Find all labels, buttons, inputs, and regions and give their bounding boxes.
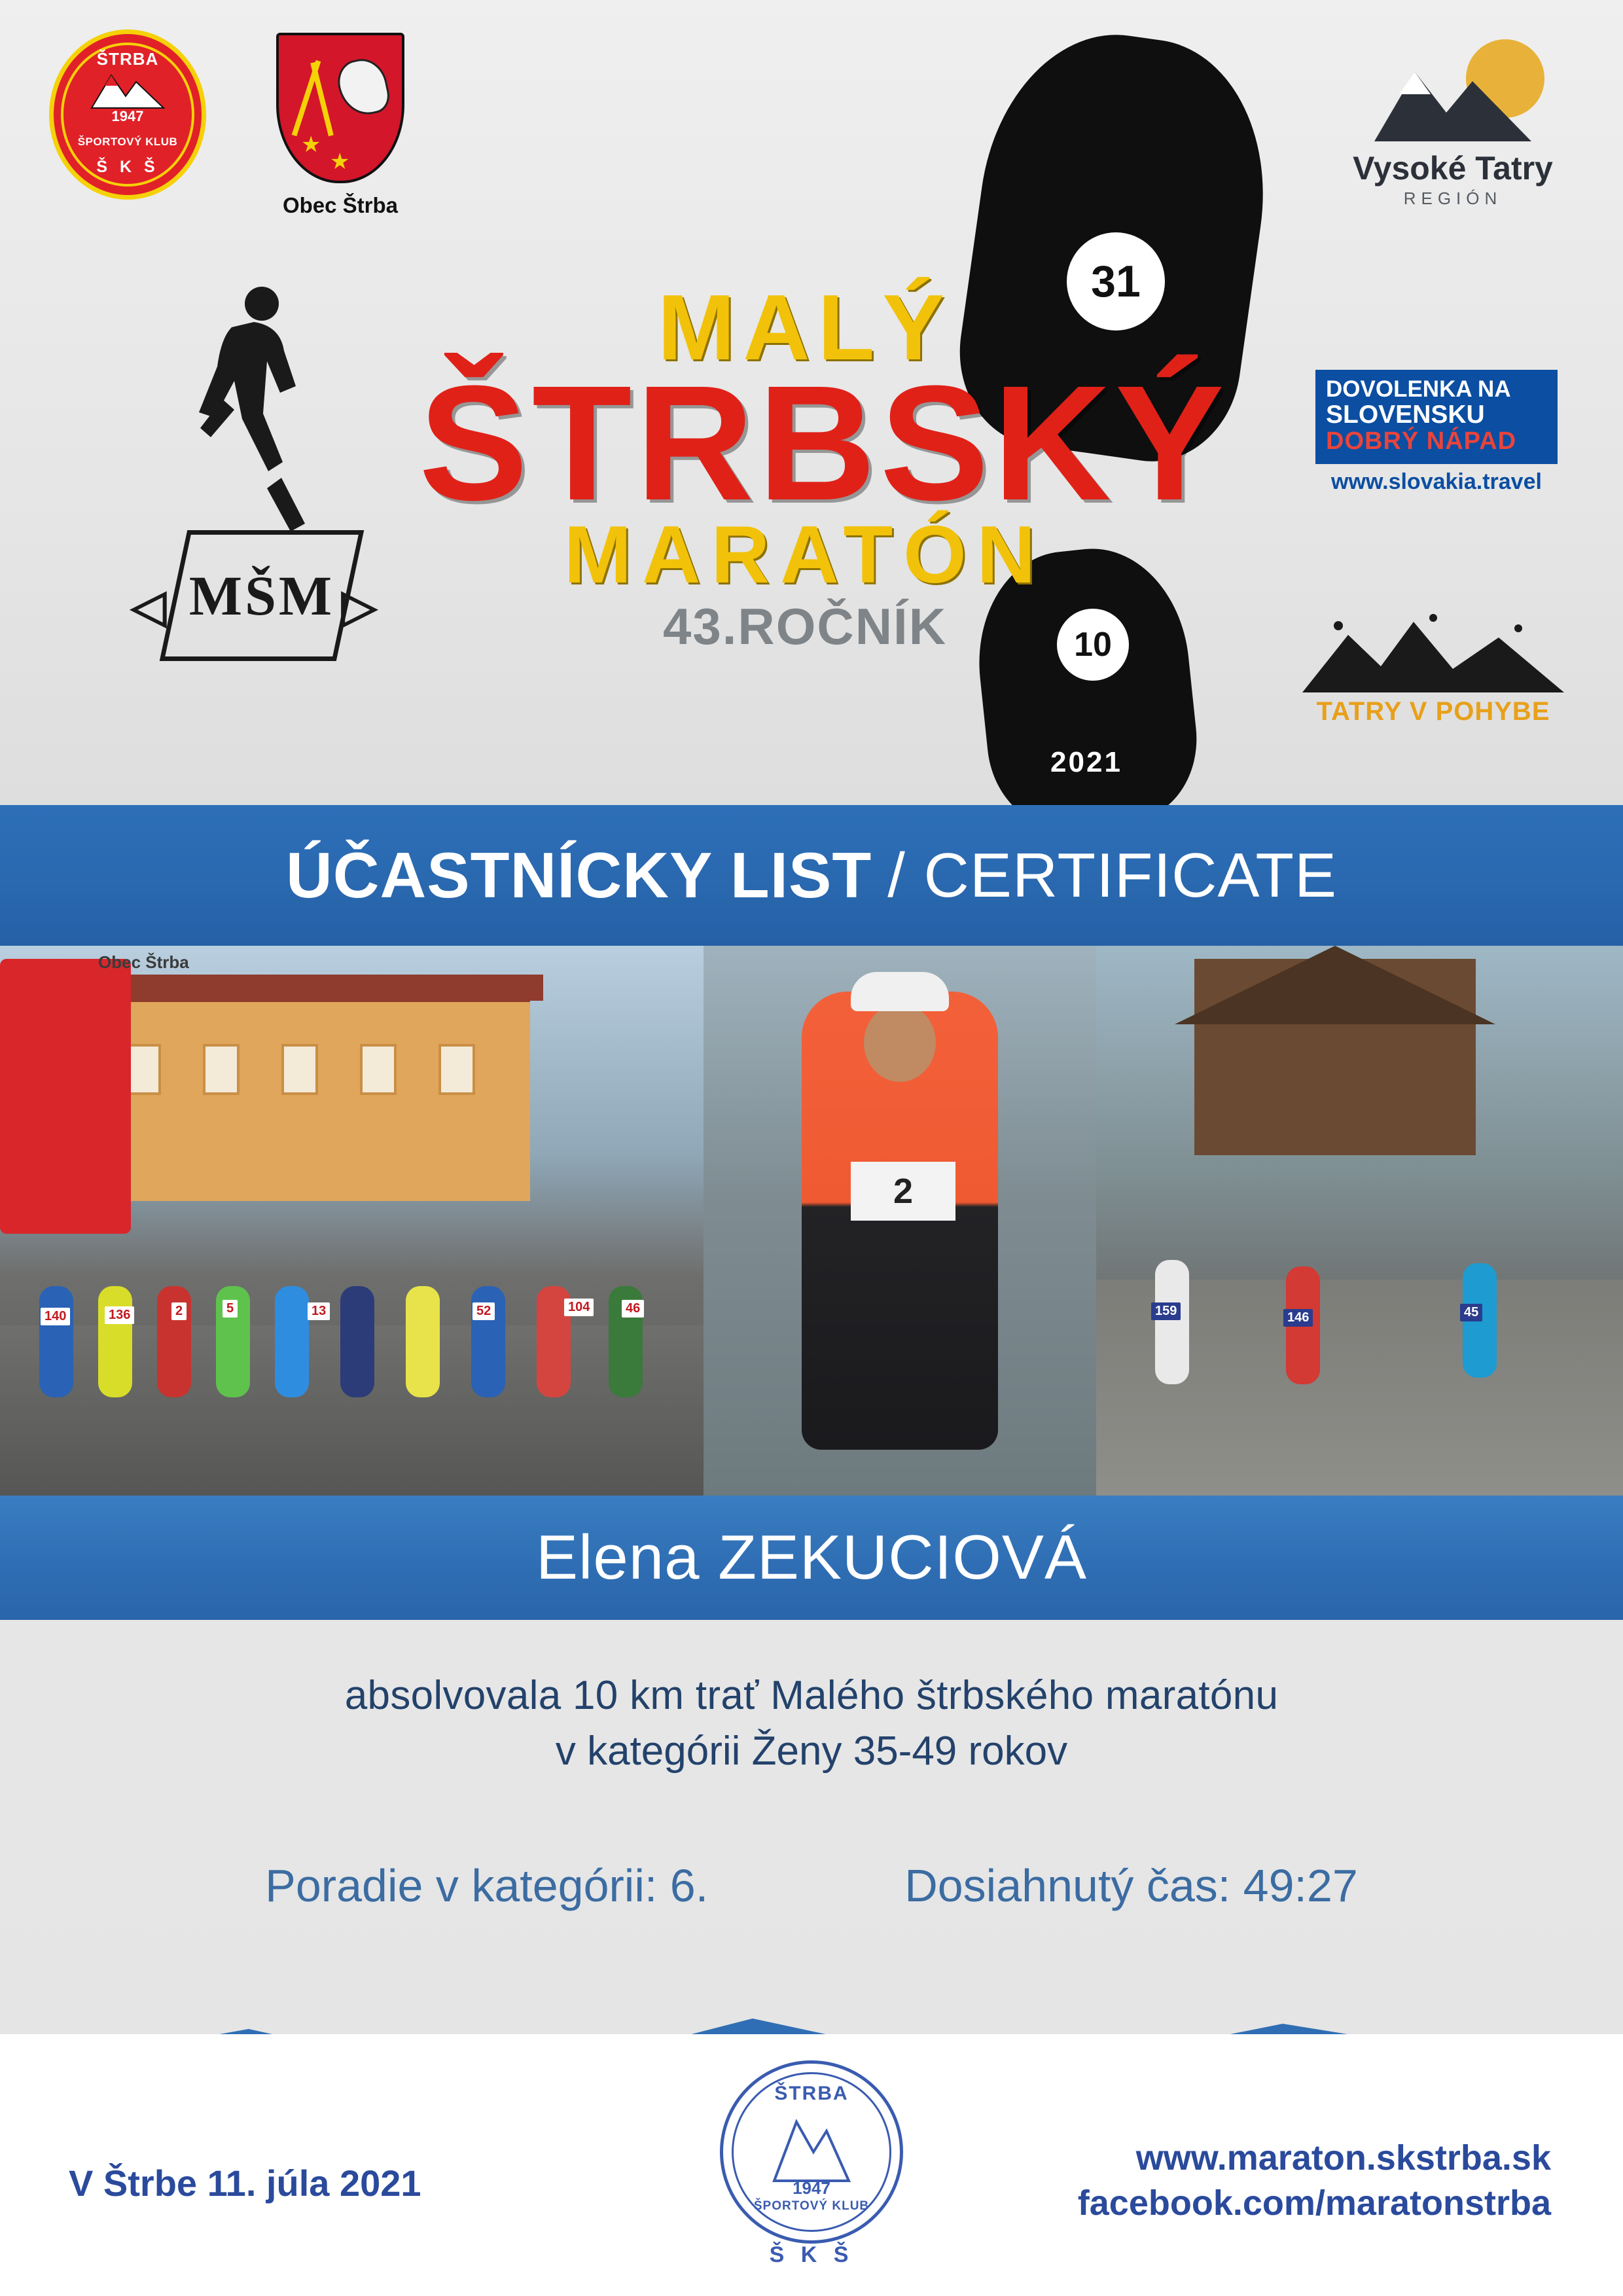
title-maraton: MARATÓN <box>563 509 1046 600</box>
vysoke-tatry-region: REGIÓN <box>1403 188 1503 208</box>
event-title-block <box>419 276 1228 656</box>
result-text-line1: absolvovala 10 km trať Malého štrbského maratónu <box>344 1673 1279 1718</box>
photo1-start-arch <box>0 959 131 1234</box>
certificate-title-sk: ÚČASTNÍCKY LIST <box>285 839 872 911</box>
shoeprint-year-text: 2021 <box>1050 746 1122 778</box>
sks-logo-top-text: ŠTRBA <box>96 49 159 69</box>
photo-runner-rain <box>704 946 1096 1496</box>
photo1-window <box>203 1044 240 1095</box>
photo-strip <box>0 946 1623 1496</box>
photo1-bib: 140 <box>41 1308 70 1325</box>
certificate-title-separator: / <box>887 840 906 910</box>
photo1-runner <box>98 1286 132 1397</box>
photo-start-line <box>0 946 704 1496</box>
certificate-title-en-wrap <box>887 840 1337 912</box>
title-rocnik: 43.ROČNÍK <box>662 597 948 655</box>
msm-left-arrow-icon: ◁ <box>131 581 166 632</box>
crest-star-icon-2: ★ <box>330 149 350 174</box>
shoeprint-badge-31: 31 <box>1067 232 1165 331</box>
slovakia-travel-line3: DOBRÝ NÁPAD <box>1326 427 1517 455</box>
title-maly: MALÝ <box>657 276 953 380</box>
slovakia-travel-line1: DOVOLENKA NA <box>1326 376 1511 402</box>
emblem-club-text: ŠPORTOVÝ KLUB <box>753 2199 870 2213</box>
photo1-bib: 2 <box>171 1302 187 1320</box>
photo1-window <box>438 1044 475 1095</box>
photo2-runner-face <box>864 1003 936 1082</box>
crest-shield-shape <box>276 33 404 183</box>
photo-runners-village <box>1096 946 1623 1496</box>
photo1-runner <box>39 1286 73 1397</box>
participant-name: Elena ZEKUCIOVÁ <box>536 1522 1087 1592</box>
sks-club-logo <box>49 29 206 200</box>
crest-star-icon-1: ★ <box>301 132 321 157</box>
finish-time: Dosiahnutý čas: 49:27 <box>904 1860 1358 1911</box>
photo3-bib: 146 <box>1283 1309 1313 1327</box>
photo1-bib: 13 <box>308 1302 330 1320</box>
sks-logo-year: 1947 <box>111 108 144 124</box>
emblem-bottom-text: Š K Š <box>769 2242 854 2267</box>
msm-emblem-text: MŠM <box>188 564 335 627</box>
issue-date: V Štrbe 11. júla 2021 <box>69 2162 421 2204</box>
footer <box>0 2034 1623 2296</box>
vysoke-tatry-logo <box>1335 33 1571 229</box>
slovakia-travel-line2: SLOVENSKU <box>1326 400 1485 429</box>
emblem-year: 1947 <box>793 2178 830 2198</box>
photo2-runner-cap <box>851 972 949 1011</box>
tatry-v-pohybe-logo <box>1302 609 1564 753</box>
facebook-link[interactable]: facebook.com/maratonstrba <box>1077 2183 1551 2223</box>
header <box>0 0 1623 805</box>
photo1-bib: 52 <box>473 1302 495 1320</box>
obec-strba-crest <box>262 33 419 229</box>
sks-logo-bottom-text: Š K Š <box>96 158 159 176</box>
tatra-peaks-icon <box>1374 59 1531 144</box>
photo1-runner <box>406 1286 440 1397</box>
photo1-window <box>360 1044 397 1095</box>
photo1-banner-text: Obec Štrba <box>98 952 189 972</box>
photo1-bib: 46 <box>622 1300 644 1318</box>
footer-links <box>1078 2136 1551 2226</box>
certificate-title-bar <box>0 805 1623 946</box>
mountain-icon <box>85 70 170 109</box>
photo1-bib: 104 <box>564 1299 594 1316</box>
category-rank: Poradie v kategórii: 6. <box>265 1860 709 1911</box>
website-link[interactable]: www.maraton.skstrba.sk <box>1135 2138 1551 2178</box>
photo2-bib: 2 <box>851 1162 955 1221</box>
photo1-runner <box>340 1286 374 1397</box>
result-values <box>0 1859 1623 1912</box>
crest-horn-icon <box>334 54 393 120</box>
slovakia-travel-banner[interactable] <box>1315 370 1558 495</box>
photo1-runner <box>275 1286 309 1397</box>
photo3-runner <box>1155 1260 1189 1384</box>
msm-right-arrow-icon: ▷ <box>342 581 377 632</box>
emblem-top-text: ŠTRBA <box>774 2083 849 2104</box>
result-text-line2: v kategórii Ženy 35-49 rokov <box>555 1729 1068 1774</box>
footer-club-emblem <box>710 2060 913 2283</box>
participant-name-bar <box>0 1496 1623 1620</box>
obec-strba-label: Obec Štrba <box>282 193 399 217</box>
msm-emblem <box>111 281 399 707</box>
photo1-bib: 136 <box>105 1306 134 1324</box>
vysoke-tatry-name: Vysoké Tatry <box>1353 150 1553 187</box>
tatry-v-pohybe-label: TATRY V POHYBE <box>1316 697 1550 726</box>
crest-staff-right <box>310 62 334 137</box>
runner-silhouette-icon <box>183 281 334 556</box>
photo3-bib: 159 <box>1151 1302 1181 1320</box>
photo1-window <box>281 1044 318 1095</box>
mountain-ridge-icon <box>1302 609 1564 694</box>
title-strbsky: ŠTRBSKÝ <box>419 351 1228 534</box>
shoeprint-badge-10: 10 <box>1057 609 1129 681</box>
slovakia-travel-box <box>1315 370 1558 464</box>
photo3-bib: 45 <box>1460 1304 1482 1321</box>
emblem-mountain-icon <box>770 2111 853 2183</box>
sks-logo-club-text: ŠPORTOVÝ KLUB <box>77 135 178 148</box>
certificate-body <box>0 1620 1623 1986</box>
photo1-bib: 5 <box>223 1300 238 1318</box>
certificate-title-en: CERTIFICATE <box>923 840 1338 910</box>
slovakia-travel-url[interactable]: www.slovakia.travel <box>1331 469 1542 494</box>
